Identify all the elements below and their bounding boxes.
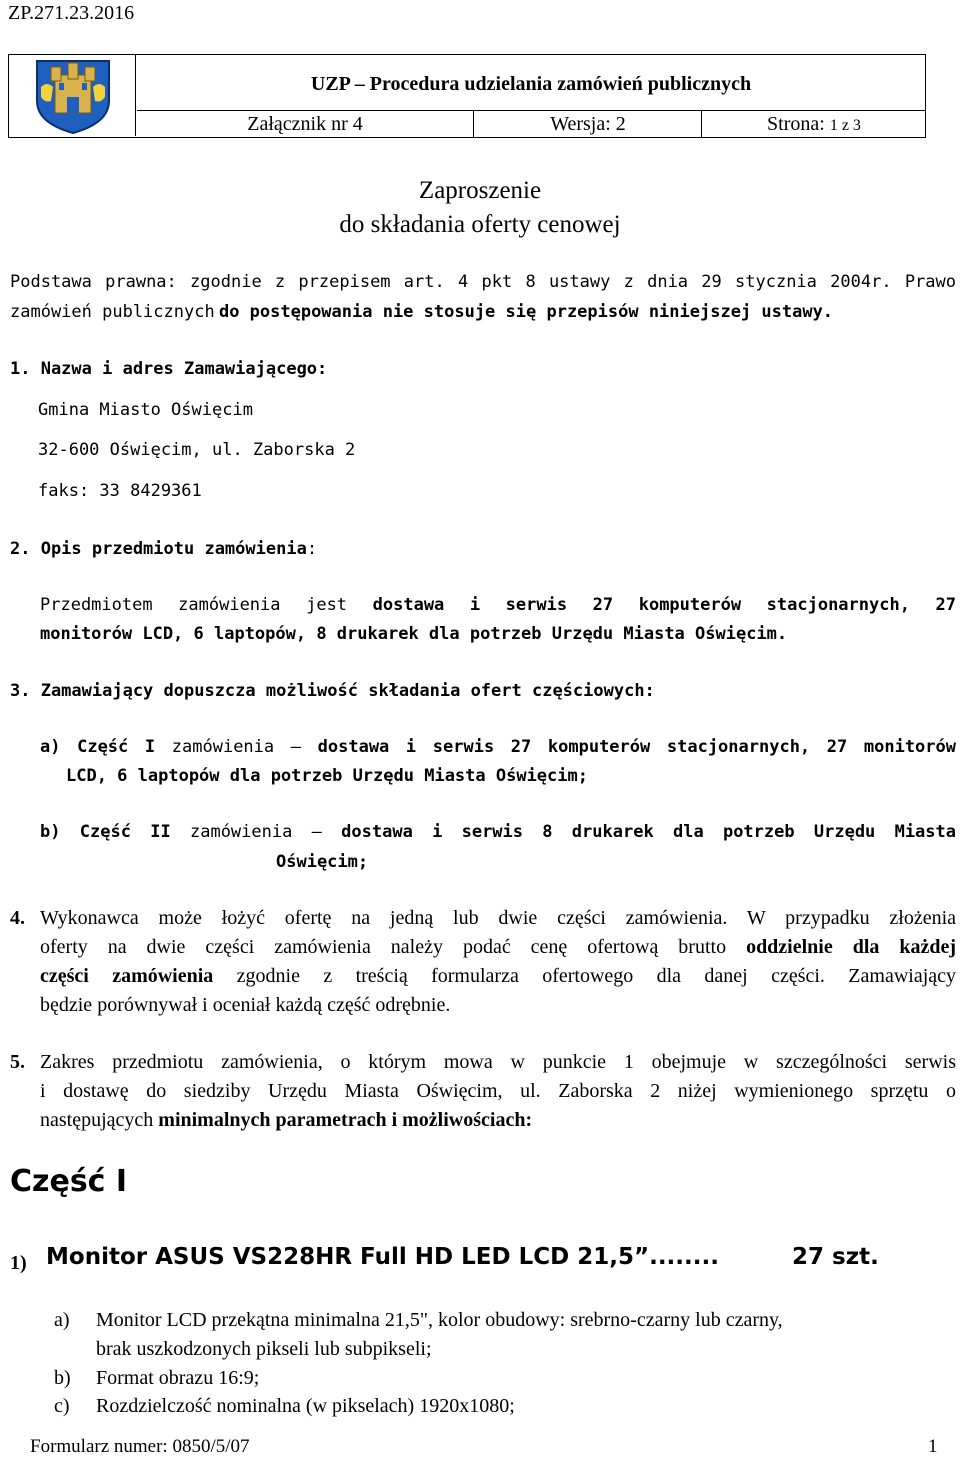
legal-basis-text: zamówień publicznych xyxy=(10,302,215,322)
section3-item-a-line1 xyxy=(40,733,956,762)
contractor-fax: faks: 33 8429361 xyxy=(38,481,202,501)
contractor-name: Gmina Miasto Oświęcim xyxy=(38,400,253,420)
coat-of-arms-logo xyxy=(33,57,113,135)
document-title-line1: Zaproszenie xyxy=(418,177,542,204)
section3-item-a-rest: dostawa i serwis 27 komputerów stacjonarnych, 27 monitorów xyxy=(317,737,956,757)
footer-page-number: 1 xyxy=(928,1436,938,1457)
version-label: Wersja: 2 xyxy=(475,111,702,137)
page-indicator-value: 1 z 3 xyxy=(829,117,861,134)
legal-basis-bold: do postępowania nie stosuje się przepisów niniejszej ustawy. xyxy=(218,302,834,322)
document-title-line2: do składania oferty cenowej xyxy=(339,211,621,238)
section5-number: 5. xyxy=(10,1051,25,1073)
section1-heading: 1. Nazwa i adres Zamawiającego: xyxy=(10,359,328,379)
section2-line1 xyxy=(40,591,956,620)
section3-item-b-line2: Oświęcim; xyxy=(276,852,369,872)
section3-item-b-rest: dostawa i serwis 8 drukarek dla potrzeb Urzędu Miasta xyxy=(341,822,956,842)
section5-line2: i dostawę do siedziby Urzędu Miasta Oświęcim, ul. Zaborska 2 niżej wymienionego sprzętu o xyxy=(40,1080,956,1102)
item-title: Monitor ASUS VS228HR Full HD LED LCD 21,5”........ xyxy=(46,1244,719,1270)
item-quantity: 27 szt. xyxy=(792,1244,879,1270)
spec-b-line1: Format obrazu 16:9; xyxy=(96,1367,260,1389)
section5-line1: Zakres przedmiotu zamówienia, o którym mowa w punkcie 1 obejmuje w szczególności serwis xyxy=(40,1051,956,1073)
contractor-address: 32-600 Oświęcim, ul. Zaborska 2 xyxy=(38,440,356,460)
section3-item-a-line2: LCD, 6 laptopów dla potrzeb Urzędu Miasta Oświęcim; xyxy=(66,766,588,786)
section2-heading-colon: : xyxy=(306,539,318,559)
section2-line1-bold: dostawa i serwis 27 komputerów stacjonarnych, 27 xyxy=(372,595,956,615)
section3-item-b-mid: zamówienia – xyxy=(189,822,322,842)
section4-line3-text: zgodnie z treścią formularza ofertowego dla danej części. Zamawiający xyxy=(236,965,957,987)
spec-b-label: b) xyxy=(54,1367,71,1389)
section5-line3-text: następujących xyxy=(40,1109,154,1131)
section4-line3-bold: części zamówienia xyxy=(40,965,214,987)
document-number: ZP.271.23.2016 xyxy=(8,2,135,24)
logo-cell xyxy=(9,55,136,136)
section3-item-a-label: a) Część I xyxy=(40,737,156,757)
section2-heading xyxy=(10,535,317,564)
section4-line1: Wykonawca może łożyć ofertę na jedną lub dwie części zamówienia. W przypadku złożenia xyxy=(40,907,956,929)
header-table xyxy=(8,54,926,138)
section4-line2-text: oferty na dwie części zamówienia należy podać cenę ofertową brutto xyxy=(40,936,727,958)
section4-line4: będzie porównywał i oceniał każdą część odrębnie. xyxy=(40,994,451,1016)
section5-line3 xyxy=(40,1106,532,1135)
spec-a-line2: brak uszkodzonych pikseli lub subpikseli; xyxy=(96,1338,432,1360)
section3-item-b-line1 xyxy=(40,818,956,847)
spec-a-label: a) xyxy=(54,1309,70,1331)
spec-c-line1: Rozdzielczość nominalna (w pikselach) 1920x1080; xyxy=(96,1395,515,1417)
spec-a-line1: Monitor LCD przekątna minimalna 21,5", kolor obudowy: srebrno-czarny lub czarny, xyxy=(96,1309,783,1331)
section3-item-a-mid: zamówienia – xyxy=(171,737,301,757)
legal-basis-line2 xyxy=(10,297,956,327)
attachment-label: Załącznik nr 4 xyxy=(137,111,474,137)
section3-item-b-label: b) Część II xyxy=(40,822,171,842)
spec-c-label: c) xyxy=(54,1395,70,1417)
section3-heading: 3. Zamawiający dopuszcza możliwość składania ofert częściowych: xyxy=(10,681,655,701)
section4-line2-bold: oddzielnie dla każdej xyxy=(746,936,957,958)
page-indicator-label: Strona: xyxy=(767,113,825,135)
page-indicator xyxy=(703,111,925,137)
section2-line2: monitorów LCD, 6 laptopów, 8 drukarek dla potrzeb Urzędu Miasta Oświęcim. xyxy=(40,624,788,644)
section4-number: 4. xyxy=(10,907,25,929)
item-number: 1) xyxy=(10,1252,27,1274)
section5-line3-bold: minimalnych parametrach i możliwościach: xyxy=(158,1109,533,1131)
section2-line1-text: Przedmiotem zamówienia jest xyxy=(40,595,348,615)
footer-form-number: Formularz numer: 0850/5/07 xyxy=(30,1436,250,1457)
part-heading: Część I xyxy=(10,1164,128,1199)
legal-basis-line1: Podstawa prawna: zgodnie z przepisem art. 4 pkt 8 ustawy z dnia 29 stycznia 2004r. Prawo xyxy=(10,272,956,292)
section4-line2 xyxy=(40,933,956,962)
procedure-title: UZP – Procedura udzielania zamówień publicznych xyxy=(137,55,925,111)
section2-heading-text: 2. Opis przedmiotu zamówienia xyxy=(10,539,307,559)
section4-line3 xyxy=(40,962,956,991)
